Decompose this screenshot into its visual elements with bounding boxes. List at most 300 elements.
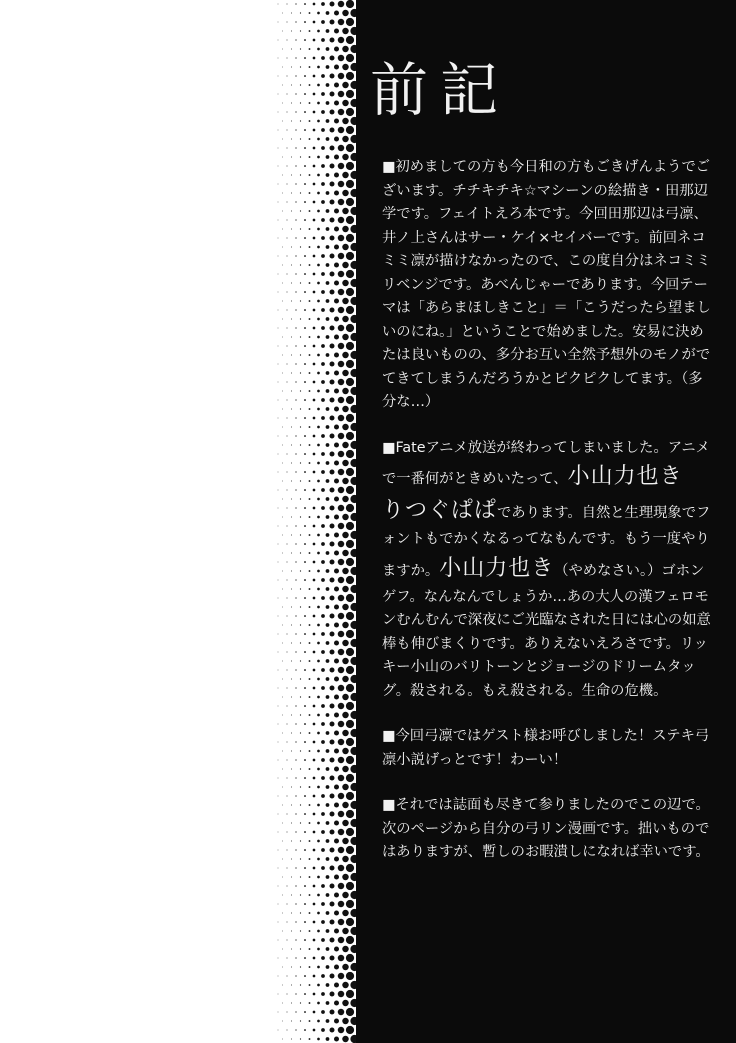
halftone-dot	[346, 666, 354, 674]
halftone-dot	[342, 694, 349, 701]
halftone-dot	[342, 316, 349, 323]
halftone-dot	[300, 588, 301, 589]
halftone-dot	[342, 676, 349, 683]
halftone-dot	[317, 606, 320, 609]
halftone-dot	[291, 553, 292, 554]
halftone-dot	[326, 191, 330, 195]
halftone-dot	[338, 955, 345, 962]
halftone-dot	[282, 859, 283, 860]
halftone-dot	[334, 695, 339, 700]
halftone-dot	[300, 444, 301, 445]
halftone-dot	[346, 36, 354, 44]
halftone-dot	[313, 1029, 316, 1032]
halftone-dot	[346, 972, 354, 980]
halftone-dot	[338, 199, 345, 206]
halftone-dot	[304, 651, 306, 653]
halftone-dot	[342, 406, 349, 413]
halftone-dot	[338, 1027, 345, 1034]
halftone-dot	[346, 1026, 354, 1034]
halftone-dot	[291, 49, 292, 50]
halftone-dot	[317, 1020, 320, 1023]
halftone-dot	[282, 787, 283, 788]
halftone-dot	[282, 517, 283, 518]
halftone-dot	[346, 414, 354, 422]
halftone-dot	[338, 631, 345, 638]
halftone-dot	[282, 175, 283, 176]
halftone-dot	[282, 481, 283, 482]
halftone-dot	[326, 623, 330, 627]
halftone-dot	[330, 902, 335, 907]
halftone-dot	[291, 967, 292, 968]
halftone-dot	[326, 371, 330, 375]
halftone-dot	[291, 373, 292, 374]
halftone-dot	[295, 507, 296, 508]
halftone-dot	[334, 785, 339, 790]
halftone-dot	[287, 526, 288, 527]
halftone-dot	[304, 345, 306, 347]
halftone-dot	[291, 13, 292, 14]
halftone-dot	[342, 730, 349, 737]
halftone-dot	[282, 427, 283, 428]
halftone-dot	[300, 714, 301, 715]
halftone-dot	[291, 787, 292, 788]
halftone-dot	[338, 109, 345, 116]
halftone-dot	[278, 544, 279, 545]
halftone-dot	[317, 246, 320, 249]
halftone-dot	[334, 839, 339, 844]
halftone-dot	[295, 345, 296, 346]
halftone-dot	[287, 922, 288, 923]
halftone-dot	[334, 263, 339, 268]
halftone-dot	[278, 364, 279, 365]
halftone-dot	[330, 236, 335, 241]
emphasis-large-text: 小山力也き りつぐぱぱ	[382, 464, 683, 523]
halftone-dot	[291, 445, 292, 446]
halftone-dot	[330, 92, 335, 97]
halftone-dot	[291, 31, 292, 32]
halftone-dot	[342, 550, 349, 557]
halftone-dot	[295, 687, 296, 688]
halftone-dot	[295, 111, 296, 112]
halftone-dot	[317, 840, 320, 843]
halftone-dot	[291, 895, 292, 896]
halftone-dot	[338, 739, 345, 746]
halftone-dot	[346, 270, 354, 278]
halftone-dot	[326, 533, 330, 537]
halftone-dot	[317, 516, 320, 519]
halftone-dot	[300, 606, 301, 607]
halftone-dot	[338, 973, 345, 980]
halftone-dot	[287, 670, 288, 671]
halftone-dot	[295, 615, 296, 616]
halftone-dot	[282, 985, 283, 986]
halftone-dot	[287, 598, 288, 599]
halftone-dot	[317, 498, 320, 501]
halftone-dot	[342, 838, 349, 845]
halftone-dot	[304, 93, 306, 95]
halftone-dot	[313, 471, 316, 474]
halftone-dot	[330, 434, 335, 439]
halftone-dot	[342, 928, 349, 935]
halftone-dot	[287, 112, 288, 113]
halftone-dot	[287, 850, 288, 851]
halftone-dot	[334, 533, 339, 538]
halftone-dot	[309, 48, 311, 50]
halftone-dot	[304, 615, 306, 617]
halftone-dot	[300, 678, 301, 679]
halftone-dot	[317, 300, 320, 303]
halftone-dot	[287, 652, 288, 653]
halftone-dot	[338, 253, 345, 260]
halftone-dot	[326, 479, 330, 483]
halftone-dot	[326, 947, 330, 951]
halftone-dot	[330, 308, 335, 313]
halftone-dot	[338, 271, 345, 278]
halftone-dot	[278, 580, 279, 581]
halftone-dot	[321, 164, 325, 168]
halftone-dot	[278, 292, 279, 293]
halftone-dot	[317, 588, 320, 591]
halftone-dot	[330, 704, 335, 709]
halftone-dot	[287, 994, 288, 995]
halftone-dot	[278, 310, 279, 311]
halftone-dot	[338, 307, 345, 314]
halftone-dot	[346, 198, 354, 206]
halftone-dot	[287, 688, 288, 689]
halftone-dot	[300, 30, 301, 31]
halftone-dot	[300, 156, 301, 157]
halftone-dot	[321, 884, 325, 888]
halftone-dot	[313, 867, 316, 870]
halftone-dot	[330, 56, 335, 61]
halftone-dot	[317, 30, 320, 33]
halftone-dot	[295, 471, 296, 472]
halftone-dot	[300, 786, 301, 787]
halftone-dot	[295, 273, 296, 274]
halftone-dot	[338, 505, 345, 512]
halftone-dot	[330, 974, 335, 979]
halftone-dot	[338, 523, 345, 530]
halftone-dot	[321, 794, 325, 798]
halftone-dot	[334, 227, 339, 232]
halftone-dot	[295, 705, 296, 706]
halftone-dot	[291, 409, 292, 410]
halftone-dot	[309, 408, 311, 410]
halftone-dot	[326, 281, 330, 285]
halftone-dot	[295, 939, 296, 940]
halftone-dot	[287, 940, 288, 941]
halftone-dot	[282, 337, 283, 338]
halftone-dot	[334, 731, 339, 736]
halftone-dot	[342, 460, 349, 467]
halftone-dot	[304, 129, 306, 131]
halftone-dot	[313, 957, 316, 960]
halftone-dot	[295, 795, 296, 796]
halftone-dot	[287, 508, 288, 509]
halftone-dot	[300, 1038, 301, 1039]
halftone-dot	[321, 182, 325, 186]
halftone-dot	[342, 154, 349, 161]
page-title: 前記	[370, 56, 511, 124]
halftone-dot	[321, 830, 325, 834]
halftone-dot	[300, 390, 301, 391]
halftone-dot	[321, 452, 325, 456]
halftone-dot	[321, 668, 325, 672]
halftone-dot	[287, 904, 288, 905]
halftone-dot	[317, 912, 320, 915]
halftone-dot	[287, 958, 288, 959]
halftone-dot	[300, 246, 301, 247]
halftone-dot	[346, 396, 354, 404]
halftone-dot	[300, 66, 301, 67]
halftone-dot	[278, 562, 279, 563]
halftone-dot	[346, 432, 354, 440]
halftone-dot	[304, 903, 306, 905]
halftone-dot	[300, 876, 301, 877]
halftone-dot	[295, 813, 296, 814]
halftone-dot	[334, 551, 339, 556]
halftone-dot	[278, 220, 279, 221]
halftone-dot	[309, 660, 311, 662]
halftone-dot	[287, 256, 288, 257]
halftone-dot	[287, 1030, 288, 1031]
halftone-dot	[291, 751, 292, 752]
halftone-dot	[300, 1020, 301, 1021]
halftone-dot	[338, 91, 345, 98]
halftone-dot	[309, 120, 311, 122]
halftone-dot	[346, 990, 354, 998]
halftone-dot	[287, 580, 288, 581]
halftone-dot	[317, 552, 320, 555]
halftone-dot	[326, 101, 330, 105]
halftone-dot	[304, 885, 306, 887]
body-text	[382, 156, 712, 887]
halftone-dot	[309, 642, 311, 644]
halftone-dot	[326, 119, 330, 123]
halftone-dot	[278, 778, 279, 779]
halftone-dot	[278, 814, 279, 815]
halftone-dot	[321, 146, 325, 150]
halftone-dot	[291, 157, 292, 158]
halftone-dot	[295, 57, 296, 58]
halftone-dot	[291, 283, 292, 284]
halftone-dot	[342, 136, 349, 143]
halftone-dot	[346, 378, 354, 386]
halftone-dot	[346, 324, 354, 332]
halftone-dot	[346, 360, 354, 368]
halftone-dot	[326, 11, 330, 15]
halftone-dot	[334, 209, 339, 214]
halftone-dot	[326, 317, 330, 321]
halftone-dot	[326, 677, 330, 681]
halftone-dot	[287, 472, 288, 473]
halftone-dot	[346, 54, 354, 62]
halftone-dot	[317, 372, 320, 375]
halftone-dot	[300, 984, 301, 985]
paragraph-greeting	[382, 156, 712, 415]
halftone-dot	[330, 956, 335, 961]
halftone-dot	[287, 616, 288, 617]
halftone-dot	[300, 1002, 301, 1003]
halftone-dot	[304, 237, 306, 239]
halftone-dot	[313, 273, 316, 276]
halftone-dot	[291, 949, 292, 950]
halftone-dot	[295, 489, 296, 490]
halftone-dot	[291, 715, 292, 716]
halftone-dot	[304, 183, 306, 185]
halftone-dot	[334, 749, 339, 754]
halftone-dot	[338, 721, 345, 728]
halftone-dot	[300, 426, 301, 427]
halftone-dot	[317, 894, 320, 897]
halftone-dot	[278, 472, 279, 473]
halftone-dot	[304, 1011, 306, 1013]
halftone-dot	[326, 911, 330, 915]
halftone-dot	[278, 652, 279, 653]
halftone-dot	[317, 966, 320, 969]
halftone-dot	[330, 866, 335, 871]
halftone-dot	[304, 255, 306, 257]
halftone-dot	[326, 83, 330, 87]
halftone-dot	[342, 262, 349, 269]
halftone-dot	[334, 281, 339, 286]
halftone-dot	[295, 543, 296, 544]
halftone-dot	[326, 551, 330, 555]
halftone-dot	[278, 760, 279, 761]
halftone-dot	[342, 802, 349, 809]
halftone-dot	[321, 416, 325, 420]
halftone-dot	[342, 64, 349, 71]
halftone-dot	[287, 292, 288, 293]
halftone-dot	[338, 685, 345, 692]
halftone-dot	[313, 903, 316, 906]
halftone-dot	[338, 235, 345, 242]
halftone-dot	[287, 886, 288, 887]
halftone-dot	[338, 991, 345, 998]
halftone-dot	[342, 100, 349, 107]
halftone-dot	[346, 846, 354, 854]
halftone-dot	[313, 39, 316, 42]
halftone-dot	[346, 450, 354, 458]
halftone-dot	[330, 794, 335, 799]
halftone-dot	[317, 642, 320, 645]
halftone-dot	[330, 506, 335, 511]
halftone-dot	[317, 786, 320, 789]
halftone-dot	[300, 768, 301, 769]
halftone-dot	[313, 597, 316, 600]
halftone-dot	[278, 742, 279, 743]
halftone-dot	[300, 822, 301, 823]
halftone-dot	[326, 1019, 330, 1023]
halftone-dot	[291, 499, 292, 500]
halftone-dot	[313, 399, 316, 402]
halftone-dot	[309, 480, 311, 482]
halftone-dot	[287, 238, 288, 239]
halftone-dot	[282, 625, 283, 626]
halftone-dot	[282, 535, 283, 536]
halftone-dot	[304, 975, 306, 977]
halftone-dot	[330, 398, 335, 403]
halftone-dot	[326, 461, 330, 465]
halftone-dot	[295, 1029, 296, 1030]
halftone-dot	[287, 202, 288, 203]
halftone-dot	[300, 498, 301, 499]
halftone-dot	[309, 282, 311, 284]
halftone-dot	[291, 733, 292, 734]
halftone-dot	[309, 840, 311, 842]
halftone-dot	[282, 49, 283, 50]
halftone-dot	[278, 4, 279, 5]
halftone-dot	[346, 558, 354, 566]
halftone-dot	[287, 328, 288, 329]
halftone-dot	[330, 128, 335, 133]
halftone-dot	[326, 767, 330, 771]
halftone-dot	[309, 426, 311, 428]
halftone-dot	[300, 462, 301, 463]
halftone-dot	[313, 291, 316, 294]
halftone-dot	[295, 327, 296, 328]
halftone-dot	[317, 228, 320, 231]
halftone-dot	[338, 55, 345, 62]
halftone-dot	[300, 138, 301, 139]
halftone-dot	[295, 381, 296, 382]
halftone-dot	[342, 604, 349, 611]
halftone-dot	[282, 733, 283, 734]
halftone-dot	[309, 498, 311, 500]
halftone-dot	[291, 841, 292, 842]
halftone-dot	[291, 337, 292, 338]
halftone-dot	[338, 775, 345, 782]
halftone-dot	[287, 76, 288, 77]
halftone-dot	[300, 840, 301, 841]
halftone-dot	[304, 849, 306, 851]
halftone-dot	[287, 4, 288, 5]
halftone-dot	[300, 930, 301, 931]
halftone-dot	[313, 165, 316, 168]
halftone-dot	[317, 930, 320, 933]
halftone-dot	[346, 504, 354, 512]
halftone-dot	[321, 722, 325, 726]
halftone-dot	[300, 48, 301, 49]
halftone-dot	[291, 211, 292, 212]
halftone-dot	[346, 72, 354, 80]
halftone-dot	[330, 650, 335, 655]
halftone-dot	[282, 265, 283, 266]
halftone-dot	[338, 433, 345, 440]
halftone-dot	[326, 857, 330, 861]
halftone-dot	[278, 994, 279, 995]
halftone-dot	[338, 847, 345, 854]
halftone-dot	[313, 435, 316, 438]
halftone-dot	[309, 534, 311, 536]
halftone-dot	[330, 38, 335, 43]
halftone-dot	[295, 723, 296, 724]
halftone-dot	[330, 344, 335, 349]
halftone-dot	[309, 588, 311, 590]
halftone-dot	[313, 975, 316, 978]
halftone-dot	[334, 119, 339, 124]
halftone-dot	[295, 453, 296, 454]
halftone-dot	[342, 298, 349, 305]
halftone-dot	[346, 180, 354, 188]
halftone-dot	[346, 756, 354, 764]
halftone-dot	[291, 877, 292, 878]
halftone-dot	[346, 774, 354, 782]
halftone-dot	[313, 759, 316, 762]
halftone-dot	[330, 290, 335, 295]
halftone-dot	[313, 255, 316, 258]
halftone-dot	[326, 245, 330, 249]
